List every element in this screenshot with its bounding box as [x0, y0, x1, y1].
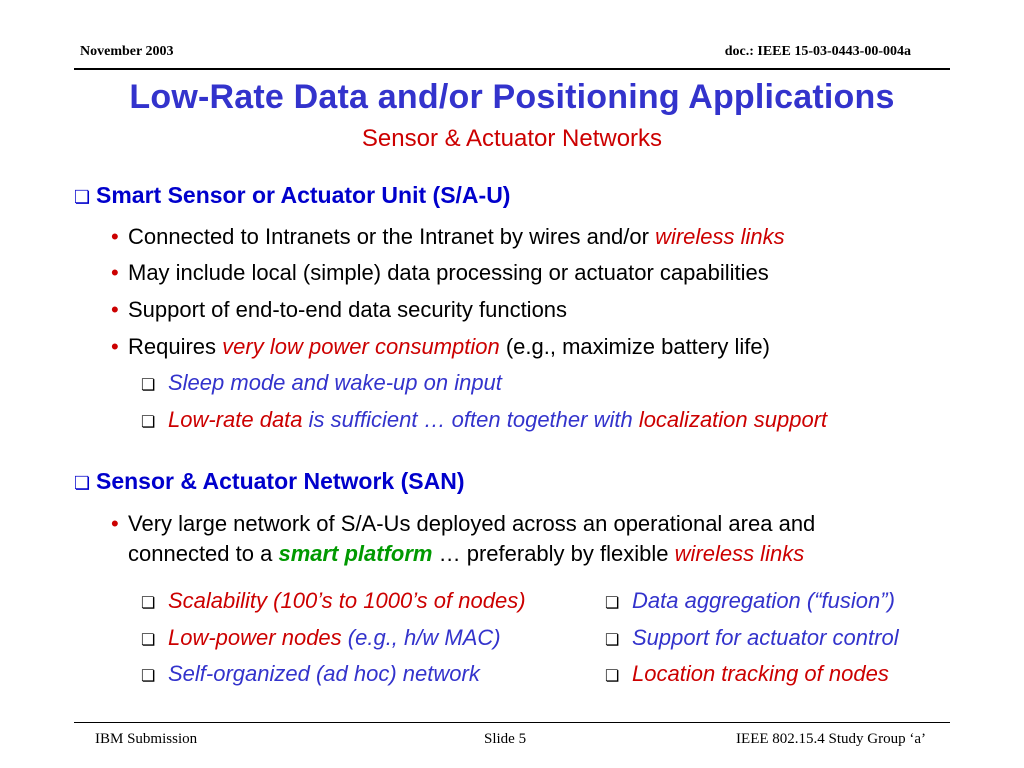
bullet-dot: • — [111, 297, 119, 322]
section2-heading-row — [74, 468, 464, 495]
footer-right: IEEE 802.15.4 Study Group ‘a’ — [736, 731, 926, 747]
bullet-text: May include local (simple) data processing or actuator capabilities — [128, 260, 769, 285]
checkbox-icon: ❏ — [141, 595, 156, 612]
checkbox-icon: ❏ — [74, 473, 91, 493]
section2-right-item-3 — [605, 661, 889, 687]
section1-sub-2 — [141, 407, 827, 433]
bullet-dot: • — [111, 334, 119, 359]
section2-right-item-2 — [605, 625, 899, 651]
bullet-dot: • — [111, 224, 119, 249]
bullet-text: connected to a — [128, 541, 279, 566]
section2-left-item-2 — [141, 625, 501, 651]
section2-bullet-1 — [111, 511, 815, 537]
checkbox-icon: ❏ — [605, 668, 620, 685]
section1-bullet-3 — [111, 297, 567, 323]
emphasis-text: smart platform — [278, 541, 433, 566]
sub-text: is sufficient … often together with — [302, 407, 639, 432]
section1-heading: Smart Sensor or Actuator Unit (S/A-U) — [96, 182, 511, 208]
emphasis-text: wireless links — [655, 224, 785, 249]
footer-left: IBM Submission — [95, 731, 198, 747]
sub-text: Scalability (100’s to 1000’s of nodes) — [168, 588, 526, 613]
section1-sub-1 — [141, 370, 502, 396]
checkbox-icon: ❏ — [141, 632, 156, 649]
emphasis-text: Low-rate data — [168, 407, 303, 432]
section2-right-item-1 — [605, 588, 895, 614]
slide-subtitle: Sensor & Actuator Networks — [361, 125, 663, 152]
checkbox-icon: ❏ — [141, 377, 156, 394]
emphasis-text: localization support — [638, 407, 828, 432]
bullet-text: Support of end-to-end data security functions — [128, 297, 568, 322]
checkbox-icon: ❏ — [141, 414, 156, 431]
sub-text: Support for actuator control — [632, 625, 899, 650]
section2-bullet-1-cont — [128, 541, 804, 567]
emphasis-text: Low-power nodes — [168, 625, 342, 650]
emphasis-text: wireless links — [674, 541, 805, 566]
slide-title: Low-Rate Data and/or Positioning Applications — [129, 78, 895, 116]
checkbox-icon: ❏ — [141, 668, 156, 685]
bullet-text: (e.g., maximize battery life) — [499, 334, 770, 359]
section2-left-item-3 — [141, 661, 480, 687]
section1-heading-row — [74, 182, 510, 209]
header-rule — [74, 68, 950, 70]
footer-rule — [74, 722, 950, 723]
bullet-dot: • — [111, 511, 119, 536]
sub-text: Location tracking of nodes — [632, 661, 889, 686]
sub-text: (e.g., h/w MAC) — [341, 625, 501, 650]
bullet-text: … preferably by flexible — [432, 541, 675, 566]
emphasis-text: very low power consumption — [222, 334, 500, 359]
sub-text: Sleep mode and wake-up on input — [168, 370, 502, 395]
sub-text: Self-organized (ad hoc) network — [168, 661, 480, 686]
section2-heading: Sensor & Actuator Network (SAN) — [96, 468, 465, 494]
checkbox-icon: ❏ — [74, 187, 91, 207]
footer-slide-number: Slide 5 — [484, 731, 527, 747]
bullet-text: Connected to Intranets or the Intranet by wires and/or — [128, 224, 656, 249]
section1-bullet-4 — [111, 334, 770, 360]
header-doc-id: doc.: IEEE 15-03-0443-00-004a — [724, 44, 911, 59]
section1-bullet-2 — [111, 260, 769, 286]
section2-left-item-1 — [141, 588, 526, 614]
sub-text: Data aggregation (“fusion”) — [632, 588, 895, 613]
bullet-text: Requires — [128, 334, 223, 359]
bullet-text: Very large network of S/A-Us deployed across an operational area and — [128, 511, 816, 536]
section1-bullet-1 — [111, 224, 785, 250]
header-date: November 2003 — [80, 44, 174, 59]
checkbox-icon: ❏ — [605, 595, 620, 612]
bullet-dot: • — [111, 260, 119, 285]
checkbox-icon: ❏ — [605, 632, 620, 649]
